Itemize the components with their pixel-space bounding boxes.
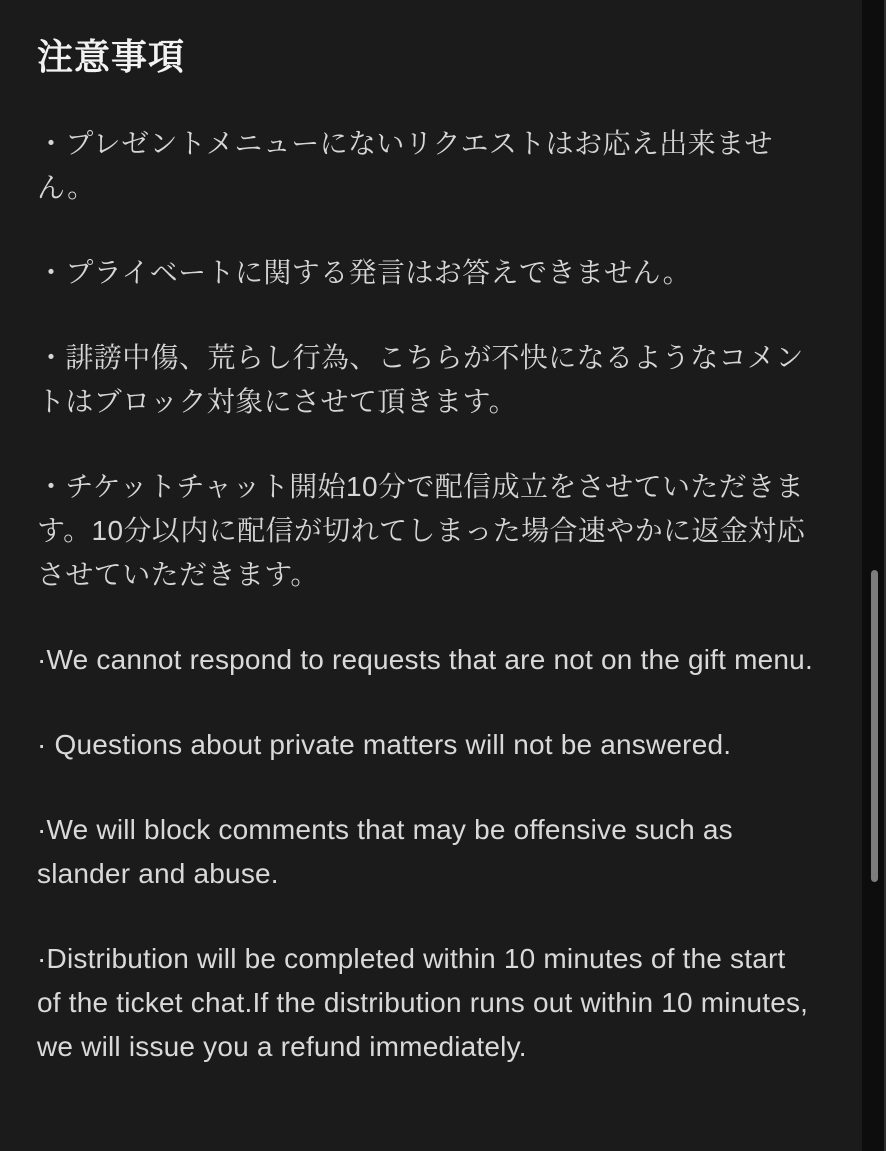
notice-paragraph: ·We will block comments that may be offensive such as slander and abuse.: [37, 814, 733, 889]
notice-paragraph: ・誹謗中傷、荒らし行為、こちらが不快になるようなコメントはブロック対象にさせて頂きます。: [37, 342, 804, 417]
notice-content: [37, 0, 817, 1110]
scrollbar-track[interactable]: [862, 0, 884, 1151]
notice-paragraph: ・プライベートに関する発言はお答えできません。: [37, 257, 692, 288]
notice-list: [37, 122, 817, 1069]
notice-paragraph: ·Distribution will be completed within 10 minutes of the start of the ticket chat.If the distribution runs out within 10 minutes, we will issue you a refund immediately.: [37, 943, 809, 1062]
notice-paragraph: ・チケットチャット開始10分で配信成立をさせていただきます。10分以内に配信が切れてしまった場合速やかに返金対応させていただきます。: [37, 471, 806, 590]
notice-paragraph: ・プレゼントメニューにないリクエストはお応え出来ません。: [37, 128, 773, 203]
notice-paragraph: · Questions about private matters will not be answered.: [37, 729, 732, 760]
scrollbar-thumb[interactable]: [871, 570, 878, 882]
notice-paragraph: ·We cannot respond to requests that are not on the gift menu.: [37, 644, 813, 675]
page-title: 注意事項: [37, 36, 186, 77]
